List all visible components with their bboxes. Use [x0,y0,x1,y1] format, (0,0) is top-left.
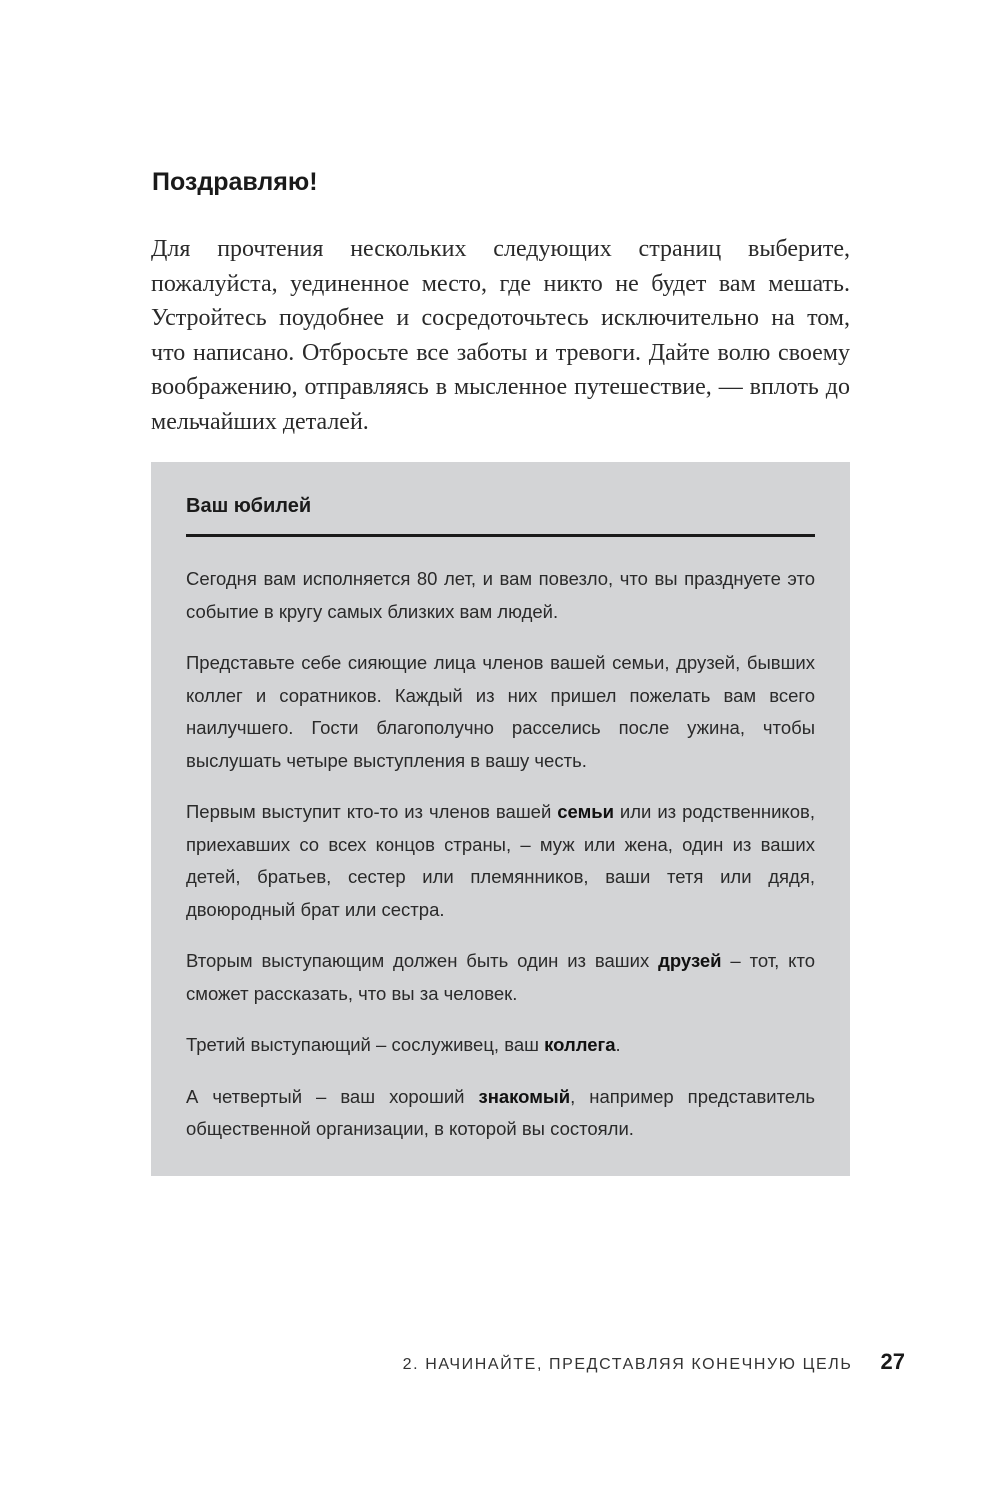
exercise-paragraph-6 [186,1081,815,1146]
emphasis-friends: друзей [658,950,722,971]
paragraph-text: , например представитель общественной организации, в которой вы состояли. [186,1085,816,1139]
page-footer [403,1349,905,1375]
exercise-paragraph-2: Представьте себе сияющие лица членов вашей семьи, друзей, бывших коллег и соратников. Каждый из них пришел пожелать вам всего наилучшего. Гости благополучно расселись после ужина, чтобы выслушать четыре выступления в вашу честь. [186,652,815,771]
emphasis-family: семьи [557,801,614,822]
exercise-paragraph-3 [186,796,815,926]
running-head: 2. НАЧИНАЙТЕ, ПРЕДСТАВЛЯЯ КОНЕЧНУЮ ЦЕЛЬ [402,1356,853,1373]
section-heading: Поздравляю! [152,168,318,196]
paragraph-text: Первым выступит кто-то из членов вашей [186,801,558,822]
intro-paragraph: Для прочтения нескольких следующих страниц выберите, пожалуйста, уединенное место, где никто не будет вам мешать. Устройтесь поудобнее и сосредоточьтесь исключительно на том, что написано. Отбросьте все заботы и тревоги. Дайте волю своему воображению, отправляясь в мысленное путешествие, — вплоть до мельчайших деталей. [151,236,850,435]
paragraph-text: Третий выступающий – сослуживец, ваш [186,1034,545,1055]
emphasis-colleague: коллега [544,1034,616,1055]
paragraph-text: Вторым выступающим должен быть один из ваших [186,950,659,971]
exercise-paragraph-1: Сегодня вам исполняется 80 лет, и вам повезло, что вы празднуете это событие в кругу самых близких вам людей. [186,568,815,622]
exercise-paragraph-4 [186,945,815,1010]
paragraph-text: А четвертый – ваш хороший [186,1085,479,1107]
exercise-paragraph-5 [186,1029,815,1062]
exercise-box [151,462,850,1176]
page-number: 27 [880,1349,905,1374]
paragraph-text: . [615,1034,621,1055]
exercise-box-body [186,563,815,1146]
exercise-box-title: Ваш юбилей [186,492,815,537]
paragraph-text: – тот, кто сможет рассказать, что вы за человек. [186,950,815,1004]
emphasis-acquaintance: знакомый [478,1085,571,1107]
paragraph-text: или из родственников, приехавших со всех концов страны, – муж или жена, один из ваших детей, братьев, сестер или племянников, ваши тетя или дядя, двоюродный брат или сестра. [186,801,815,920]
